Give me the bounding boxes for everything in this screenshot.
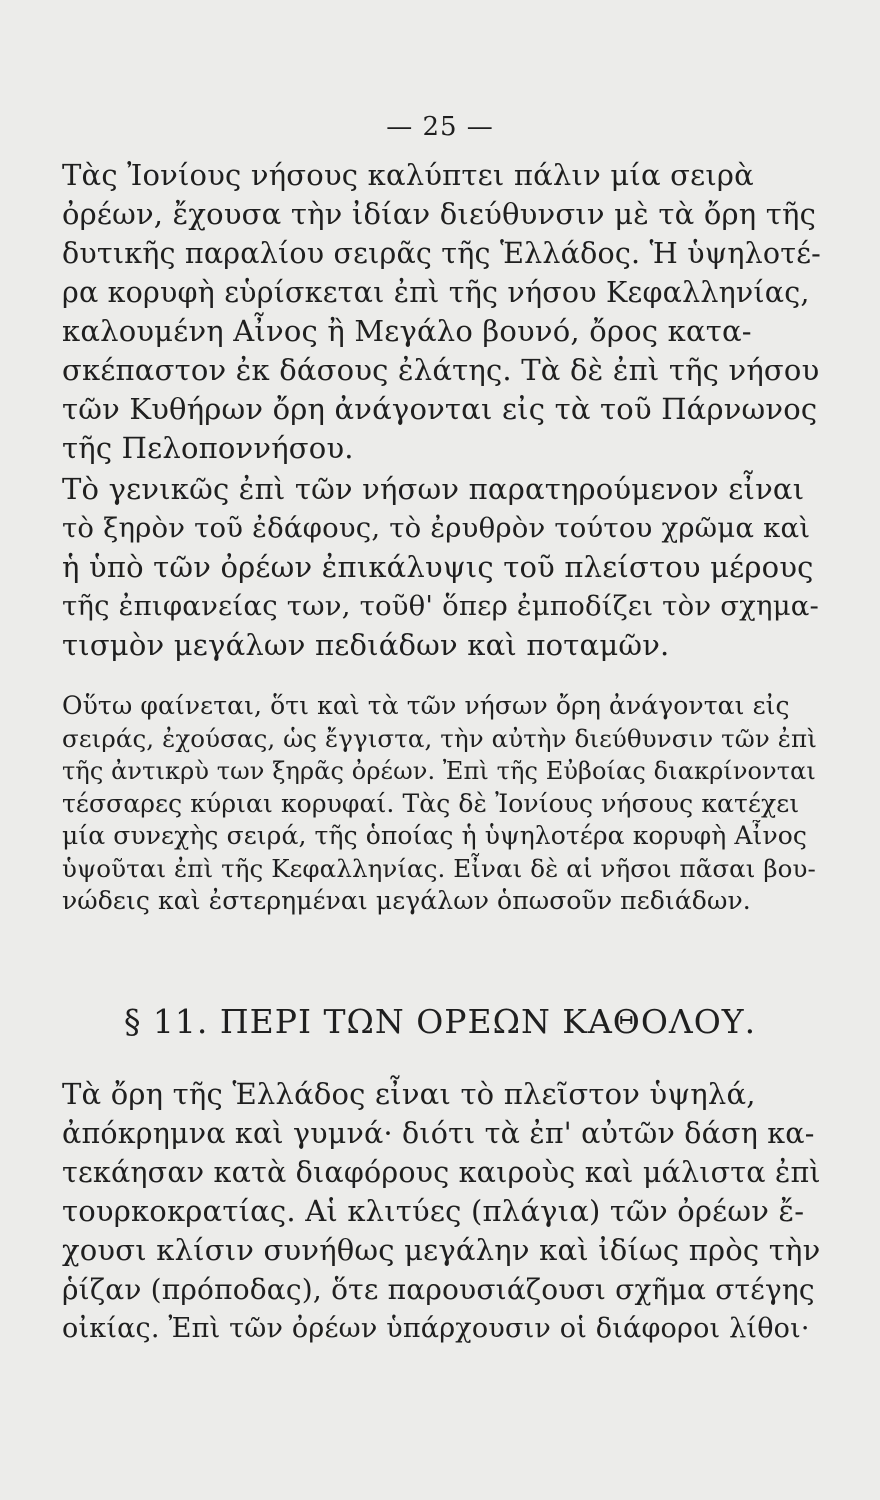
text-line: τῆς ἀντικρὺ των ξηρᾶς ὀρέων. Ἐπὶ τῆς Εὐβοίας διακρίνονται bbox=[62, 757, 816, 785]
text-line: τῶν Κυθήρων ὄρη ἀνάγονται εἰς τὰ τοῦ Πάρνωνος bbox=[62, 392, 818, 426]
paragraph-island-features bbox=[62, 470, 822, 665]
text-line: τῆς ἐπιφανείας των, τοῦθ' ὅπερ ἐμποδίζει τὸν σχημα- bbox=[62, 590, 820, 622]
text-line: σειράς, ἐχούσας, ὡς ἔγγιστα, τὴν αὐτὴν διεύθυνσιν τῶν ἐπὶ bbox=[62, 723, 817, 753]
text-line: ῥίζαν (πρόποδας), ὅτε παρουσιάζουσι σχῆμα στέγης bbox=[62, 1273, 815, 1306]
text-line: Οὕτω φαίνεται, ὅτι καὶ τὰ τῶν νήσων ὄρη ἀνάγονται εἰς bbox=[62, 691, 790, 720]
text-line: δυτικῆς παραλίου σειρᾶς τῆς Ἑλλάδος. Ἡ ὑψηλοτέ- bbox=[62, 237, 821, 270]
paragraph-mountains-general bbox=[62, 1075, 822, 1348]
text-line: Τὰ ὄρη τῆς Ἑλλάδος εἶναι τὸ πλεῖστον ὑψηλά, bbox=[62, 1077, 756, 1111]
text-line: ἀπόκρημνα καὶ γυμνά· διότι τὰ ἐπ' αὐτῶν δάση κα- bbox=[62, 1117, 815, 1150]
text-line: τῆς Πελοποννήσου. bbox=[62, 431, 354, 465]
page-number: — 25 — bbox=[386, 112, 494, 142]
text-line: τισμὸν μεγάλων πεδιάδων καὶ ποταμῶν. bbox=[62, 628, 670, 662]
text-line: τὸ ξηρὸν τοῦ ἐδάφους, τὸ ἐρυθρὸν τούτου χρῶμα καὶ bbox=[62, 512, 811, 544]
paragraph-ionian-islands bbox=[62, 156, 822, 468]
text-line: νώδεις καὶ ἐστερημέναι μεγάλων ὁπωσοῦν πεδιάδων. bbox=[62, 886, 751, 915]
text-line: οἰκίας. Ἐπὶ τῶν ὀρέων ὑπάρχουσιν οἱ διάφοροι λίθοι· bbox=[62, 1313, 810, 1344]
text-line: σκέπαστον ἐκ δάσους ἐλάτης. Τὰ δὲ ἐπὶ τῆς νήσου bbox=[62, 353, 820, 387]
text-line: ὑψοῦται ἐπὶ τῆς Κεφαλληνίας. Εἶναι δὲ αἱ νῆσοι πᾶσαι βου- bbox=[62, 853, 816, 883]
text-line: χουσι κλίσιν συνήθως μεγάλην καὶ ἰδίως πρὸς τὴν bbox=[62, 1233, 821, 1267]
text-line: καλουμένη Αἶνος ἢ Μεγάλο βουνό, ὄρος κατα- bbox=[62, 314, 752, 348]
text-line: Τὰς Ἰονίους νήσους καλύπτει πάλιν μία σειρὰ bbox=[62, 158, 754, 192]
text-line: ἡ ὑπὸ τῶν ὀρέων ἐπικάλυψις τοῦ πλείστου μέρους bbox=[62, 550, 814, 584]
paragraph-summary bbox=[62, 690, 822, 918]
text-line: μία συνεχὴς σειρά, τῆς ὁποίας ἡ ὑψηλοτέρα κορυφὴ Αἶνος bbox=[62, 821, 807, 850]
text-line: τουρκοκρατίας. Αἱ κλιτύες (πλάγια) τῶν ὀρέων ἔ- bbox=[62, 1194, 805, 1228]
section-heading: § 11. ΠΕΡΙ ΤΩΝ ΟΡΕΩΝ ΚΑΘΟΛΟΥ. bbox=[123, 1002, 757, 1041]
text-line: τεκάησαν κατὰ διαφόρους καιροὺς καὶ μάλιστα ἐπὶ bbox=[62, 1156, 821, 1189]
text-line: τέσσαρες κύριαι κορυφαί. Τὰς δὲ Ἰονίους νήσους κατέχει bbox=[62, 788, 800, 818]
text-line: Τὸ γενικῶς ἐπὶ τῶν νήσων παρατηρούμενον εἶναι bbox=[62, 472, 805, 506]
text-line: ρα κορυφὴ εὑρίσκεται ἐπὶ τῆς νήσου Κεφαλληνίας, bbox=[62, 276, 810, 309]
text-line: ὀρέων, ἔχουσα τὴν ἰδίαν διεύθυνσιν μὲ τὰ ὄρη τῆς bbox=[62, 197, 817, 231]
